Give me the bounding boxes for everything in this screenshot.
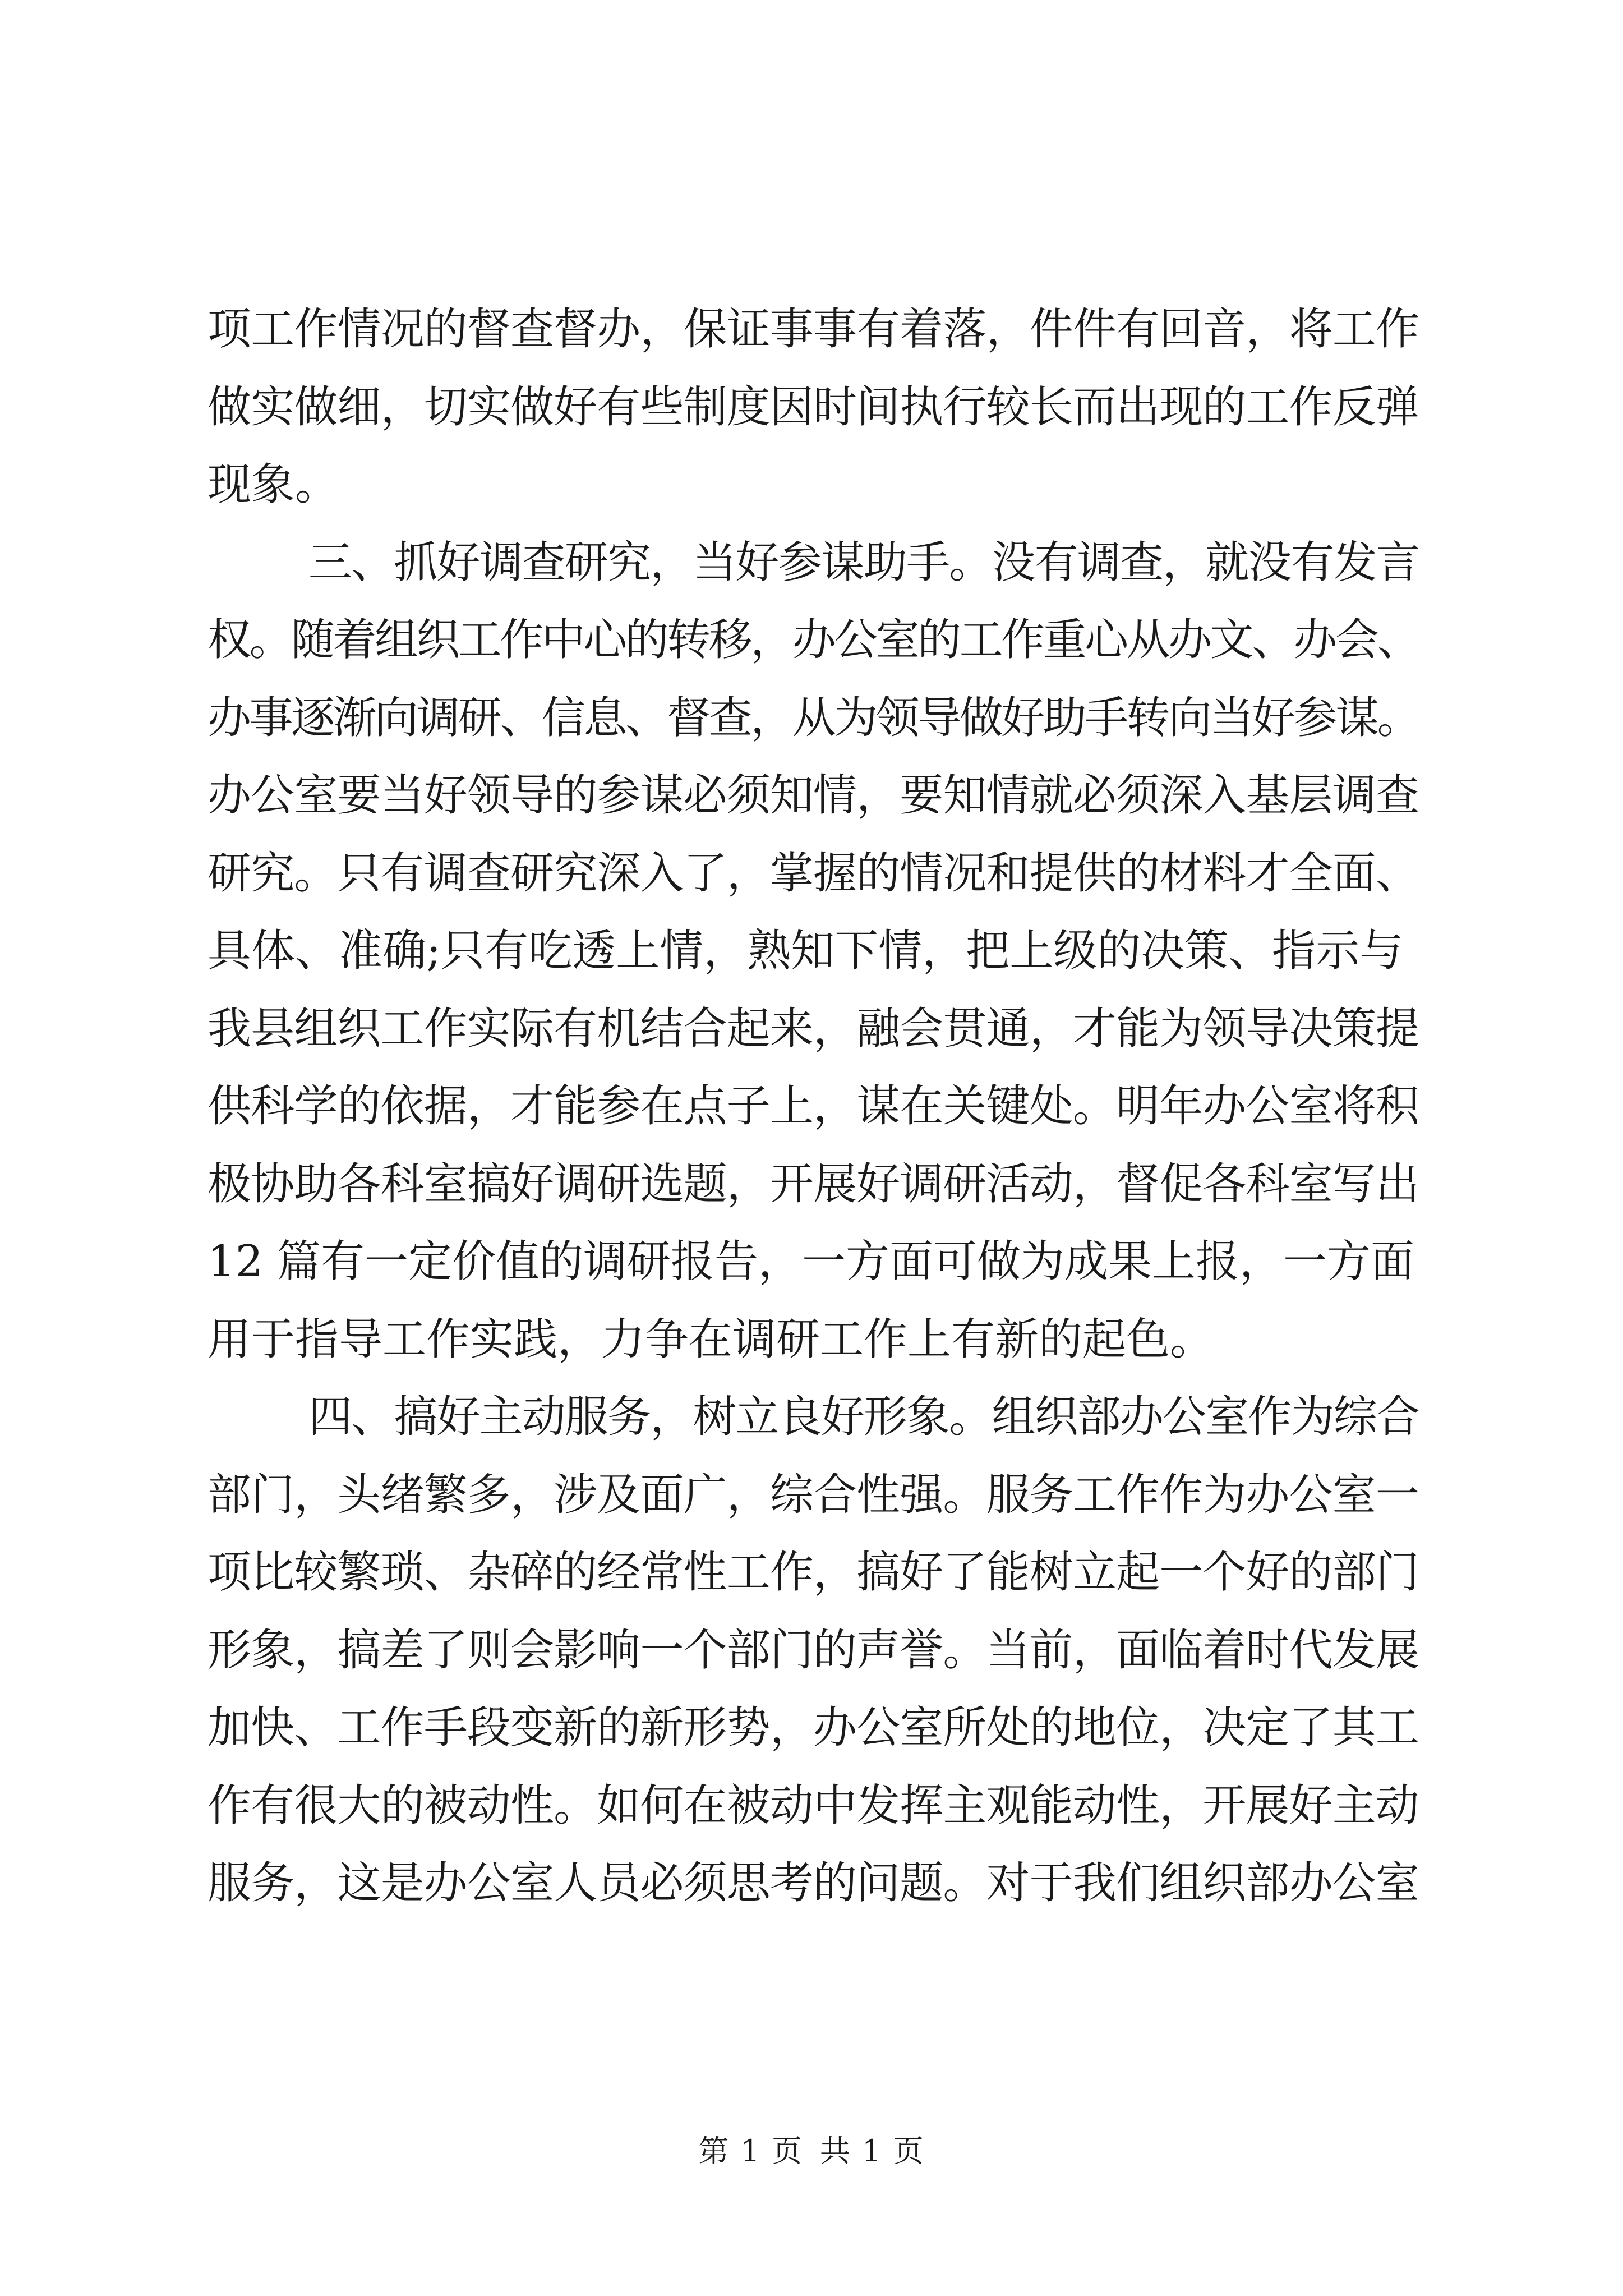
document-body (208, 291, 1419, 1922)
text-line: 四、搞好主动服务，树立良好形象。组织部办公室作为综合 (308, 1392, 1419, 1442)
text-line: 项工作情况的督查督办，保证事事有着落，件件有回音，将工作 (208, 304, 1419, 355)
text-line: 办公室要当好领导的参谋必须知情，要知情就必须深入基层调查 (208, 770, 1419, 821)
text-line: 现象。 (208, 459, 339, 510)
text-line: 形象，搞差了则会影响一个部门的声誉。当前，面临着时代发展 (208, 1625, 1419, 1676)
text-line: 12 篇有一定价值的调研报告，一方面可做为成果上报，一方面 (208, 1236, 1415, 1287)
text-line: 办事逐渐向调研、信息、督查，从为领导做好助手转向当好参谋。 (208, 692, 1419, 743)
text-line: 加快、工作手段变新的新形势，办公室所处的地位，决定了其工 (208, 1703, 1419, 1753)
page-total: 共 1 页 (820, 2133, 925, 2169)
text-line: 权。随着组织工作中心的转移，办公室的工作重心从办文、办会、 (208, 615, 1419, 665)
text-line: 部门，头绪繁多，涉及面广，综合性强。服务工作作为办公室一 (208, 1469, 1419, 1520)
text-line: 做实做细，切实做好有些制度因时间执行较长而出现的工作反弹 (208, 381, 1419, 432)
text-line: 极协助各科室搞好调研选题，开展好调研活动，督促各科室写出 (208, 1158, 1419, 1209)
text-line: 供科学的依据，才能参在点子上，谋在关键处。明年办公室将积 (208, 1081, 1419, 1131)
text-line: 作有很大的被动性。如何在被动中发挥主观能动性，开展好主动 (208, 1780, 1419, 1831)
text-line: 项比较繁琐、杂碎的经常性工作，搞好了能树立起一个好的部门 (208, 1547, 1419, 1598)
text-line: 三、抓好调查研究，当好参谋助手。没有调查，就没有发言 (308, 537, 1419, 588)
page-number: 第 1 页 (698, 2133, 803, 2169)
text-line: 服务，这是办公室人员必须思考的问题。对于我们组织部办公室 (208, 1858, 1419, 1908)
text-line: 研究。只有调查研究深入了，掌握的情况和提供的材料才全面、 (208, 848, 1419, 899)
text-line: 具体、准确;只有吃透上情，熟知下情，把上级的决策、指示与 (208, 926, 1404, 976)
text-line: 我县组织工作实际有机结合起来，融会贯通，才能为领导决策提 (208, 1003, 1419, 1054)
text-line: 用于指导工作实践，力争在调研工作上有新的起色。 (208, 1314, 1214, 1365)
page-footer (0, 2132, 1623, 2171)
